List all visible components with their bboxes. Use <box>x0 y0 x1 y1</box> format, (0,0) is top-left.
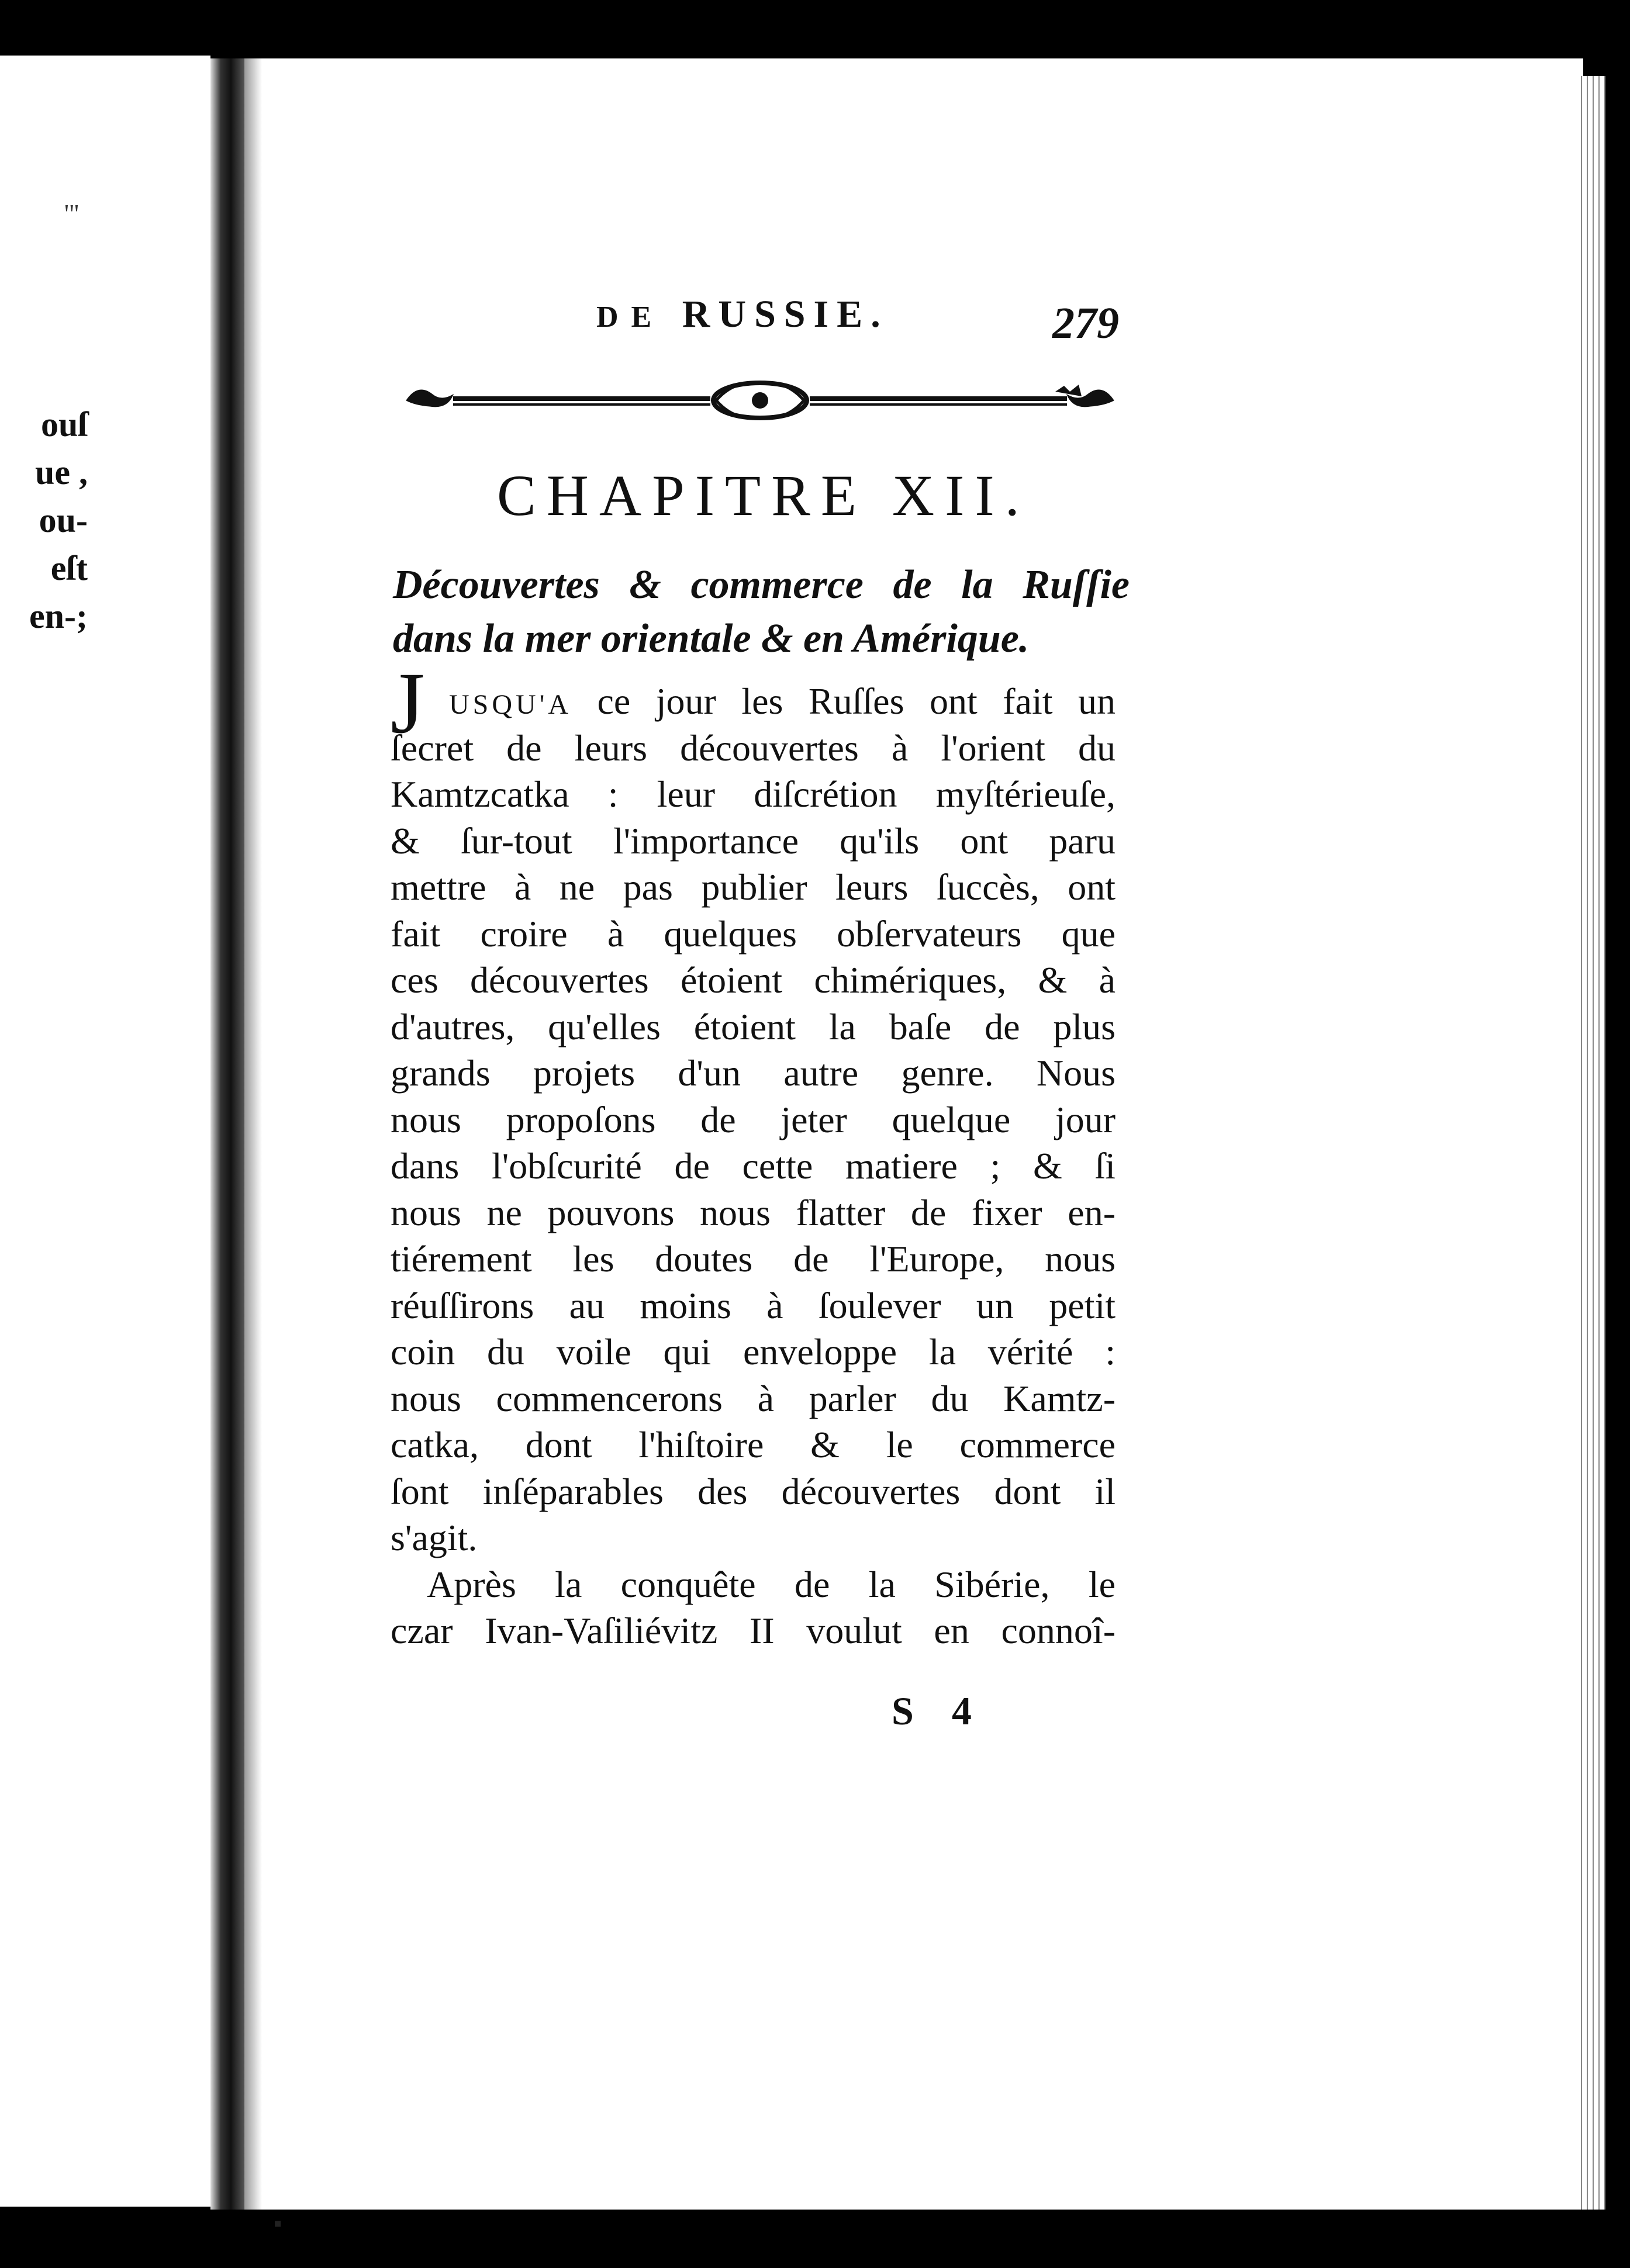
chapter-subtitle <box>393 558 1130 666</box>
text-line: ces découvertes étoient chimériques, & à <box>391 959 1116 1001</box>
text-line: s'agit. <box>391 1517 478 1558</box>
book-spine <box>210 58 244 2210</box>
text-line: ſecret de leurs découvertes à l'orient du <box>391 727 1116 769</box>
subtitle-line: Découvertes & commerce de la Ruſſie <box>393 562 1130 607</box>
text-line: ſont inſéparables des découvertes dont il <box>391 1470 1116 1512</box>
chapter-title: CHAPITRE XII. <box>497 463 1030 528</box>
fragment-line: en-; <box>29 597 88 635</box>
body-text <box>391 655 1116 1654</box>
previous-page-text-fragments <box>0 400 88 640</box>
text-line: catka, dont l'hiſtoire & le commerce <box>391 1424 1116 1465</box>
gutter-shadow <box>244 58 262 2210</box>
text-line: nous commencerons à parler du Kamtz- <box>391 1377 1116 1419</box>
page-number: 279 <box>1052 299 1119 348</box>
previous-page <box>0 56 210 2207</box>
text-line: nous ne pouvons nous flatter de fixer en- <box>391 1191 1116 1233</box>
text-line: mettre à ne pas publier leurs ſuccès, ont <box>391 866 1116 908</box>
page-edges <box>1579 76 1605 2210</box>
margin-mark: '" <box>64 199 80 228</box>
fragment-line: ou- <box>39 501 88 540</box>
small-caps-opening: USQU'A <box>449 689 572 720</box>
text-line: czar Ivan-Vaſiliévitz II voulut en connoî- <box>391 1610 1116 1651</box>
subtitle-line: dans la mer orientale & en Amérique. <box>393 616 1030 661</box>
text-line: réuſſirons au moins à ſoulever un petit <box>391 1284 1116 1326</box>
text-line: grands projets d'un autre genre. Nous <box>391 1052 1116 1094</box>
running-head-word: RUSSIE. <box>682 293 889 336</box>
text-line: d'autres, qu'elles étoient la baſe de plus <box>391 1005 1116 1047</box>
fragment-line: ue , <box>35 453 88 492</box>
text-line: Kamtzcatka : leur diſcrétion myſtérieuſe, <box>391 773 1116 815</box>
text-line: dans l'obſcurité de cette matiere ; & ſi <box>391 1145 1116 1187</box>
fragment-line: eſt <box>50 549 88 587</box>
scan-speck: ▪ <box>274 2210 282 2236</box>
text-line: fait croire à quelques obſervateurs que <box>391 912 1116 955</box>
drop-cap: J <box>391 655 425 752</box>
ornamental-rule <box>400 374 1120 427</box>
text-line: nous propoſons de jeter quelque jour <box>391 1098 1116 1140</box>
text-line: coin du voile qui enveloppe la vérité : <box>391 1331 1116 1372</box>
fragment-line: ouſ <box>40 405 88 444</box>
signature-mark: S 4 <box>892 1689 986 1733</box>
running-head-prefix: DE <box>596 300 665 334</box>
text-line: Après la conquête de la Sibérie, le <box>427 1563 1116 1605</box>
text-line: ce jour les Ruſſes ont fait un <box>597 680 1116 722</box>
running-head <box>596 292 889 337</box>
text-line: & ſur-tout l'importance qu'ils ont paru <box>391 820 1116 862</box>
text-line: tiérement les doutes de l'Europe, nous <box>391 1238 1116 1280</box>
